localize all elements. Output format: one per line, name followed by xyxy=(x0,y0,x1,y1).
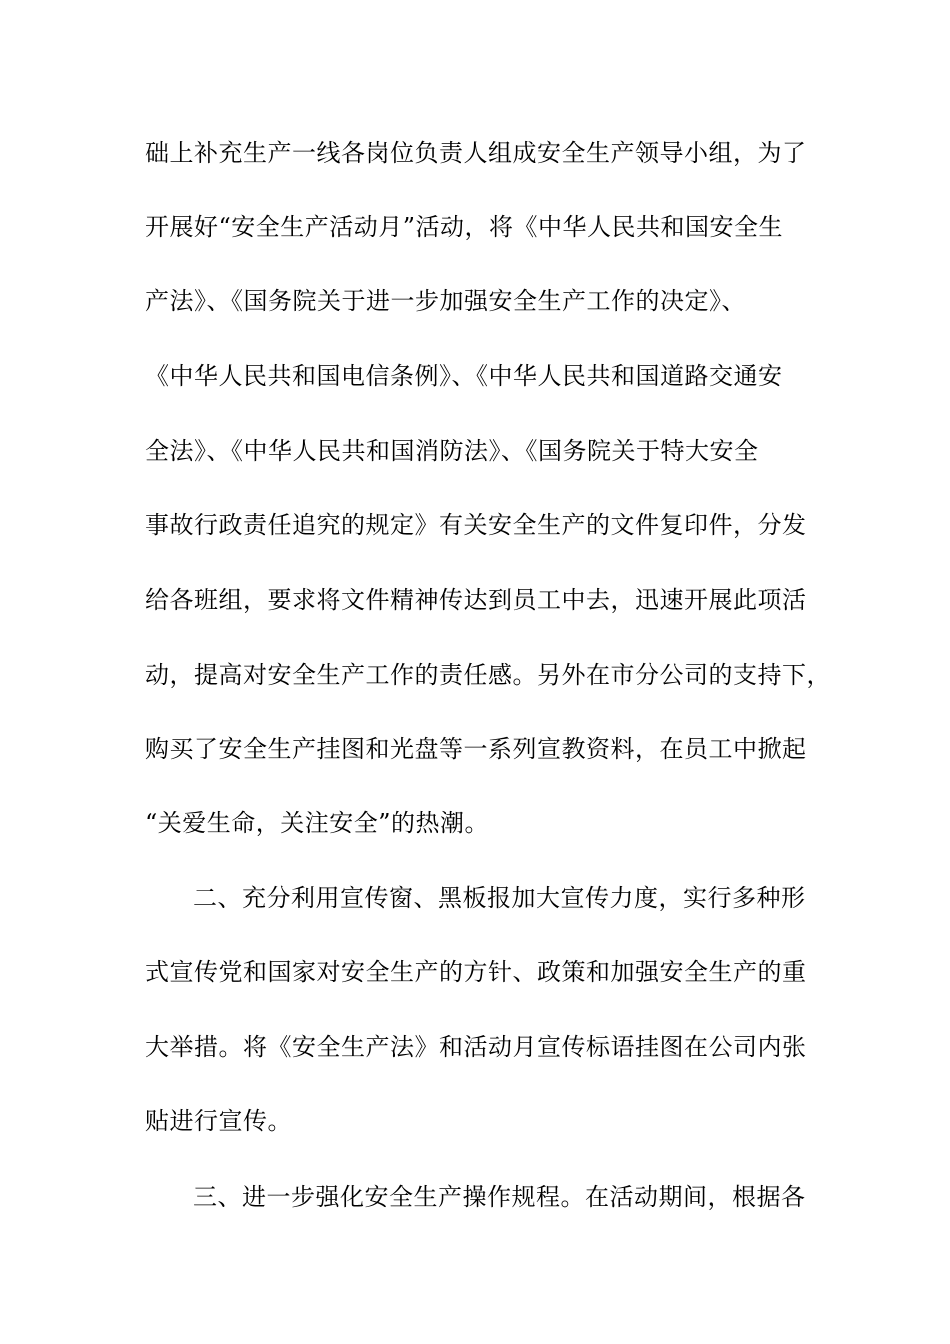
text-line: 贴进行宣传。 xyxy=(145,1107,292,1135)
text-line: 事故行政责任追究的规定》有关安全生产的文件复印件，分发 xyxy=(145,511,807,539)
text-line: 大举措。将《安全生产法》和活动月宣传标语挂图在公司内张 xyxy=(145,1033,807,1061)
text-line: 产法》、《国务院关于进一步加强安全生产工作的决定》、 xyxy=(145,287,746,315)
text-line: 动，提高对安全生产工作的责任感。另外在市分公司的支持下， xyxy=(145,661,831,689)
paragraph-first-line: 三、进一步强化安全生产操作规程。在活动期间，根据各 xyxy=(193,1183,806,1211)
text-line: 全法》、《中华人民共和国消防法》、《国务院关于特大安全 xyxy=(145,437,759,465)
text-line: “关爱生命，关注安全”的热潮。 xyxy=(145,809,490,837)
text-line: 给各班组，要求将文件精神传达到员工中去，迅速开展此项活 xyxy=(145,586,807,614)
text-line: 开展好“安全生产活动月”活动，将《中华人民共和国安全生 xyxy=(145,213,784,241)
paragraph-first-line: 二、充分利用宣传窗、黑板报加大宣传力度，实行多种形 xyxy=(193,884,806,912)
text-line: 购买了安全生产挂图和光盘等一系列宣教资料，在员工中掀起 xyxy=(145,735,807,763)
text-line: 础上补充生产一线各岗位负责人组成安全生产领导小组，为了 xyxy=(145,139,807,167)
text-line: 《中华人民共和国电信条例》、《中华人民共和国道路交通安 xyxy=(145,362,783,390)
text-line: 式宣传党和国家对安全生产的方针、政策和加强安全生产的重 xyxy=(145,958,807,986)
